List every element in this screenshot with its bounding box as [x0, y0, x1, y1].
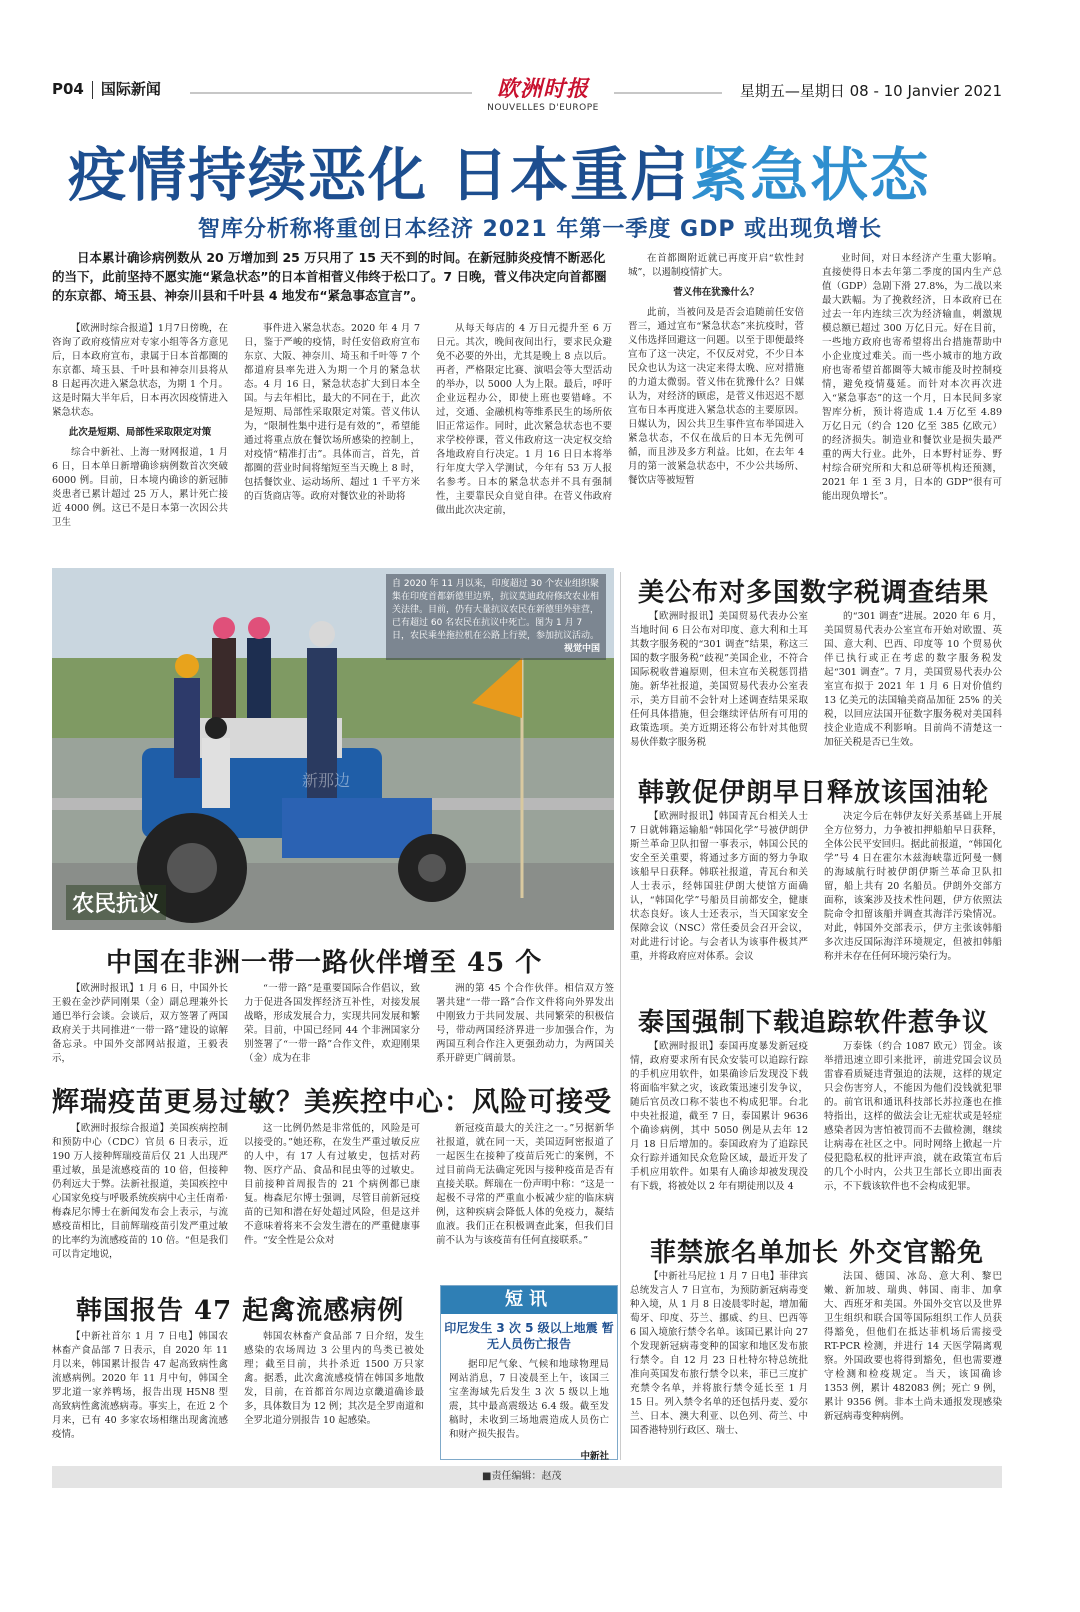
paragraph: 新冠疫苗最大的关注之一。”另据新华社报道，就在同一天，美国迈阿密报道了一起医生在接种了疫苗后死亡的案例，不过目前尚无法确定死因与接种疫苗是否有直接关联。辉瑞在一份声明中称：“这是一起极不寻常的严重血小板减少症的临床病例，这种疾病会降低人体的免疫力，凝结血液。我们正在积极调查此案，但我们目前不认为与该疫苗有任何直接联系。” [436, 1123, 614, 1246]
paragraph: 万泰铢（约合 1087 欧元）罚金。该举措迅速立即引来批评，前进党国会议员雷睿看质疑违背强迫的法规，这样的规定只会伤害穷人，不能因为他们没钱就犯罪的。前官讯和通讯科技部长苏拉蓬也在推特指出，这样的做法会让无症状或是轻症感染者因为害怕被罚而不去做检测，继续让病毒在社区之中。同时网络上掀起一片侵犯隐私权的批评声浪，就在政策宣布后的几个小时内，公共卫生部长立即出面表示，不下载该软件也不会构成犯罪。 [824, 1041, 1002, 1192]
divider [92, 81, 93, 99]
paragraph: 法国、德国、冰岛、意大利、黎巴嫩、新加坡、瑞典、韩国、南非、加拿大、西班牙和美国。外国外交官以及世界卫生组织和联合国等国际组织工作人员获得豁免，但他们在抵达菲机场后需接受 RT-PCR 检测，并进行 14 天医学隔离观察。外国政要也将得到豁免，但也需要遵守检测和检疫规定。当天，该国确诊 1353 例，累计 482083 例；死亡 9 例，累计 9356 例。非本土尚未通报发现感染新冠病毒变种病例。 [824, 1271, 1002, 1422]
briefs-tag: 短讯 [441, 1286, 617, 1314]
photo-caption [386, 574, 606, 660]
header-rule-right [614, 92, 722, 94]
paragraph: 据印尼气象、气候和地球物理局网站消息，7 日凌晨至上午，该国三宝垄海域先后发生 3 次 5 级以上地震，其中最高震级达 6.4 级。截至发稿时，未收到三场地震造成人员伤亡和财产损失报告。 [449, 1359, 609, 1440]
lead-column-3 [436, 322, 612, 558]
headline-part-b: 紧急状态 [690, 141, 931, 209]
china-africa-column-2 [244, 982, 420, 1064]
section-name: 国际新闻 [100, 80, 161, 98]
article-title-korea-flu: 韩国报告 47 起禽流感病例 [76, 1296, 405, 1326]
lead-column-1 [52, 322, 228, 558]
paragraph: 这一比例仍然是非常低的，风险是可以接受的。”她还称，在发生严重过敏反应的人中，有 17 人有过敏史，包括对药物、医疗产品、食品和昆虫等的过敏史。目前接种首周报告的 21 个病例都已康复。梅森尼尔博士强调，尽管目前新冠疫苗的已知和潜在好处超过风险，但是这并不意味着将来不会发生潜在的严重健康事件。“安全性是公众对 [244, 1123, 420, 1246]
logo-french: NOUVELLES D'EUROPE [487, 103, 599, 113]
editor-footer: ■责任编辑：赵茂 [52, 1466, 1002, 1488]
pfizer-column-3 [436, 1122, 614, 1278]
article-title-korea-iran: 韩敦促伊朗早日释放该国油轮 [638, 778, 990, 808]
briefs-source: 中新社 [580, 1451, 609, 1462]
lead-column-2 [244, 322, 420, 558]
photo-credit: 视觉中国 [563, 644, 600, 654]
article-title-china-africa: 中国在非洲一带一路伙伴增至 45 个 [106, 948, 543, 978]
headline-part-a: 疫情持续恶化 日本重启 [68, 141, 691, 209]
article-title-digital-tax: 美公布对多国数字税调查结果 [638, 578, 990, 608]
paragraph: 【欧洲时报讯】美国贸易代表办公室当地时间 6 日公布对印度、意大利和土耳其数字服务税的“301 调查”结果，称这三国的数字服务税“歧视”美国企业，不符合国际税收普遍原则，但未宣布关税惩罚措施。新华社报道，美国贸易代表办公室表示，美方目前不会针对上述调查结果采取任何具体措施，但会继续评估所有可用的政策选项。美方近期还将公布针对其他贸易伙伴数字服务税 [630, 611, 808, 748]
korea-iran-column-2 [824, 810, 1002, 992]
news-briefs-box [440, 1285, 618, 1460]
paragraph: 此前，当被问及是否会追随前任安倍晋三，通过宣布“紧急状态”来抗疫时，菅义伟选择回避这一问题。以至于即便最终宣布了这一决定，不仅反对党，不少日本民众也认为这一决定来得太晚、应对措施的力道太微弱。菅义伟在犹豫什么？日媒认为，对经济的顾虑，是菅义伟迟迟不愿宣布日本再度进入紧急状态的主要原因。日媒认为，因公共卫生事件宣布举国进入紧急状态，不仅在战后的日本无先例可循，而且涉及多方利益。比如，在去年 4 月的第一波紧急状态中，不少公共场所、餐饮店等被短暂 [628, 307, 804, 486]
logo-chinese: 欧洲时报 [496, 76, 589, 102]
paragraph: 的“301 调查”进展。2020 年 6 月，美国贸易代表办公室宣布开始对欧盟、英国、意大利、巴西、印度等 10 个贸易伙伴已执行或正在考虑的数字服务税发起“301 调查”。7 月，美国贸易代表办公室宣布拟于 2021 年 1 月 6 日对价值约 13 亿美元的法国输美商品加征 25% 的关税，以回应法国开征数字服务税对美国科技企业造成不利影响。目前尚不清楚这一加征关税是否已生效。 [824, 611, 1002, 748]
paragraph: 综合中新社、上海一财网报道，1 月 6 日，日本单日新增确诊病例数首次突破 6000 例。目前，日本境内确诊的新冠肺炎患者已累计超过 25 万人，累计死亡接近 4000 例。这已不是日本第一次因公共卫生 [52, 447, 228, 528]
pfizer-column-2 [244, 1122, 420, 1278]
masthead-logo [478, 72, 608, 113]
digital-tax-column-1 [630, 610, 808, 762]
china-africa-column-3 [436, 982, 614, 1064]
lead-column-4 [628, 252, 804, 558]
lead-lede: 日本累计确诊病例数从 20 万增加到 25 万只用了 15 天不到的时间。在新冠肺炎疫情不断恶化的当下，此前坚持不愿实施“紧急状态”的日本首相菅义伟终于松口了。7 日晚，菅义伟决定向首都圈的东京都、埼玉县、神奈川县和千叶县 4 地发布“紧急事态宣言”。 [52, 250, 607, 303]
paragraph: “一带一路”是重要国际合作倡议，致力于促进各国发挥经济互补性，对接发展战略，形成发展合力，实现共同发展和繁荣。目前，中国已经同 44 个非洲国家分别签署了“一带一路”合作文件，欢迎刚果（金）成为在非 [244, 983, 420, 1064]
article-title-philippines: 菲禁旅名单加长 外交官豁免 [650, 1238, 985, 1268]
thailand-column-2 [824, 1040, 1002, 1224]
page-header-left [52, 78, 161, 99]
page-number: P04 [52, 80, 84, 98]
paragraph: 【中新社首尔 1 月 7 日电】韩国农林畜产食品部 7 日表示，自 2020 年 11 月以来，韩国累计报告 47 起高致病性禽流感病例。2020 年 11 月中旬，韩国全罗北道一家养鸭场，报告出现 H5N8 型高致病性禽流感病毒。事实上，在近 2 个月来，已有 40 多家农场相继出现禽流感疫情。 [52, 1331, 228, 1440]
korea-flu-column-1 [52, 1330, 228, 1460]
paragraph: 业时间，对日本经济产生重大影响。直接使得日本去年第二季度的国内生产总值（GDP）急剧下滑 27.8%，为二战以来最大跌幅。为了挽救经济，日本政府已在过去一年内连续三次为经济输血，刺激规模总额已超过 300 万亿日元。好在目前，一些地方政府也寄希望将出台措施帮助中小企业度过难关。而一些小城市的地方政府也寄希望首都圈等大城市能及时控制疫情，避免疫情蔓延。而针对本次再次进入“紧急事态”的这一个月，日本民间多家智库分析，预计将造成 1.4 万亿至 4.89 万亿日元（约合 120 亿至 385 亿欧元）的经济损失。制造业和餐饮业是损失最严重的两大行业。此外，日本野村证券、野村综合研究所和大和总研等机构还预测，2021 年 1 至 3 月，日本的 GDP“很有可能出现负增长”。 [822, 253, 1002, 502]
briefs-body [441, 1352, 617, 1448]
korea-iran-column-1 [630, 810, 808, 992]
pfizer-column-1 [52, 1122, 228, 1278]
article-title-pfizer: 辉瑞疫苗更易过敏？美疾控中心：风险可接受 [52, 1087, 612, 1118]
thailand-column-1 [630, 1040, 808, 1224]
photo-label: 农民抗议 [66, 885, 166, 920]
paragraph: 事件进入紧急状态。2020 年 4 月 7 日，鉴于严峻的疫情，时任安倍政府宣布东京、大阪、神奈川、埼玉和千叶等 7 个都道府县率先进入为期一个月的紧急状态。4 月 16 日，紧急状态扩大到日本全国。与去年相比，最大的不同在于，此次是短期、局部性采取限定对策。菅义伟认为，“限制性集中进行是有效的”，希望能通过将重点放在餐饮场所感染的控制上，对疫情“精准打击”。具体而言，首先，首都圈的营业时间将缩短至当天晚上 8 时，包括餐饮业、运动场所、超过 1 千平方米的百货商店等。政府对餐饮业的补助将 [244, 323, 420, 502]
lead-headline [68, 128, 1012, 212]
paragraph: 【欧洲时综合报道】1月7日傍晚，在咨询了政府疫情应对专家小组等各方意见后，日本政府宣布，隶属于日本首都圈的东京都、埼玉县、千叶县和神奈川县将从 8 日起再次进入紧急状态，为期 1 个月。这是时隔大半年后，日本再次因疫情进入紧急状态。 [52, 323, 228, 418]
lead-column-5 [822, 252, 1002, 558]
section-subhead: 此次是短期、局部性采取限定对策 [68, 427, 212, 438]
section-subhead: 菅义伟在犹豫什么？ [673, 287, 759, 298]
issue-date: 星期五—星期日 08 - 10 Janvier 2021 [739, 82, 1002, 100]
paragraph: 决定今后在韩伊友好关系基础上开展全方位努力，力争被扣押船舶早日获释，全体公民平安回归。据此前报道，“韩国化学”号 4 日在霍尔木兹海峡靠近阿曼一侧的海域航行时被伊朗伊斯兰革命卫队扣留，船上共有 20 名船员。伊朗外交部方面称，该案涉及技术性问题，伊方依照法院命令扣留该船并调查其海洋污染情况。对此，韩国外交部表示，伊方主张该韩船多次违反国际海洋环境规定，但被扣韩船称并未存在任何环境污染行为。 [824, 811, 1002, 962]
paragraph: 韩国农林畜产食品部 7 日介绍，发生感染的农场周边 3 公里内的鸟类已被处理；截至目前，共扑杀近 1500 万只家禽。据悉，此次禽流感疫情在韩国多地散发，目前，在首都首尔周边京畿道确诊最多，具体数目为 12 例；其次是全罗南道和全罗北道分别报告 10 起感染。 [244, 1331, 424, 1426]
column-divider [620, 572, 621, 1460]
caption-text: 自 2020 年 11 月以来，印度超过 30 个农业组织聚集在印度首都新德里边界，抗议莫迪政府修改农业相关法律。目前，仍有大量抗议农民在新德里外驻营，已有超过 60 名农民在抗议中死亡。图为 1 月 7 日，农民乘坐拖拉机在公路上行驶，参加抗议活动。 [392, 579, 600, 641]
paragraph: 洲的第 45 个合作伙伴。相信双方签署共建“一带一路”合作文件将向外界发出中刚致力于共同发展、共同繁荣的积极信号，带动两国经济界进一步加强合作，为两国互利合作注入更强劲动力，为两国关系开辟更广阔前景。 [436, 983, 614, 1064]
paragraph: 【欧洲时报讯】1 月 6 日，中国外长王毅在金沙萨同刚果（金）副总理兼外长通巴举行会谈。会谈后，双方签署了两国政府关于共同推进“一带一路”建设的谅解备忘录。中国外交部网站报道，王毅表示， [52, 983, 228, 1064]
paragraph: 从每天每店的 4 万日元提升至 6 万日元。其次，晚间夜间出行，要求民众避免不必要的外出，尤其是晚上 8 点以后。再者，严格限定比赛、演唱会等大型活动的举办，以 5000 人为上限。最后，呼吁企业远程办公，即使上班也要错峰。不过，交通、金融机构等维系民生的场所依旧正常运作。同时，此次紧急状态也不要求学校停课，菅义伟政府这一决定权交给各地政府自行决定。1 月 16 日日本将举行年度大学入学测试，今年有 53 万人报名参考。日本的紧急状态并不具有强制性，主要靠民众自觉自律。在菅义伟政府做出此次决定前， [436, 323, 612, 516]
watermark: 新那边 [302, 771, 351, 790]
korea-flu-column-2 [244, 1330, 424, 1460]
article-title-thailand: 泰国强制下载追踪软件惹争议 [638, 1008, 990, 1038]
lead-subheadline: 智库分析称将重创日本经济 2021 年第一季度 GDP 或出现负增长 [197, 217, 883, 242]
paragraph: 【欧洲时报讯】韩国青瓦台相关人士 7 日就韩籍运输船“韩国化学”号被伊朗伊斯兰革命卫队扣留一事表示，韩国公民的安全至关重要，将通过多方面的努力争取该船早日获释。韩联社报道，青瓦台和关人士表示，经韩国驻伊朗大使馆方面确认，“韩国化学”号船员目前都安全，健康状态良好。该人士还表示，当天国家安全保障会议（NSC）常任委员会召开会议，对此进行讨论。与会者认为该事件极其严重，并将政府应对体系。会议 [630, 811, 808, 962]
paragraph: 【欧洲时报综合报道】美国疾病控制和预防中心（CDC）官员 6 日表示，近 190 万人接种辉瑞疫苗后仅 21 人出现严重过敏，虽是流感疫苗的 10 倍，但接种仍利远大于弊。法新社报道，美国疾控中心国家免疫与呼吸系统疾病中心主任南希·梅森尼尔博士在新闻发布会上表示，与流感疫苗相比，目前辉瑞疫苗引发严重过敏的比率约为流感疫苗的 10 倍。“但是我们可以肯定地说， [52, 1123, 228, 1260]
paragraph: 【欧洲时报讯】泰国再度暴发新冠疫情，政府要求所有民众安装可以追踪行踪的手机应用软件，如果确诊后发现没下载将面临牢狱之灾，该政策迅速引发争议，随后官员改口称不装也不构成犯罪。台北中央社报道，截至 7 日，泰国累计 9636 个确诊病例，其中 5050 例是从去年 12 月 18 日后增加的。泰国政府为了追踪民众行踪并通知民众危险区域，最近开发了手机应用软件。如果有人确诊却被发现没有下载，将被处以 2 年有期徒刑以及 4 [630, 1041, 808, 1192]
philippines-column-2 [824, 1270, 1002, 1460]
paragraph: 【中新社马尼拉 1 月 7 日电】菲律宾总统发言人 7 日宣布，为预防新冠病毒变种入境，从 1 月 8 日凌晨零时起，增加葡萄牙、印度、芬兰、挪威、约旦、巴西等 6 国入境旅行禁令名单。该国已累计向 27 个发现新冠病毒变种的国家和地区发布旅行禁令。自 12 月 23 日杜特尔特总统批准向英国发布旅行禁令以来，菲已三度扩充禁令名单，并将旅行禁令延长至 1 月 15 日。列入禁令名单的还包括丹麦、爱尔兰、日本、澳大利亚、以色列、荷兰、中国香港特别行政区、瑞士、 [630, 1271, 808, 1436]
briefs-headline: 印尼发生 3 次 5 级以上地震 暂无人员伤亡报告 [444, 1321, 614, 1351]
paragraph: 在首都圈附近就已再度开启“软性封城”，以遏制疫情扩大。 [628, 253, 804, 278]
header-rule-left [190, 92, 472, 94]
news-photo [52, 568, 614, 930]
china-africa-column-1 [52, 982, 228, 1064]
philippines-column-1 [630, 1270, 808, 1460]
digital-tax-column-2 [824, 610, 1002, 762]
